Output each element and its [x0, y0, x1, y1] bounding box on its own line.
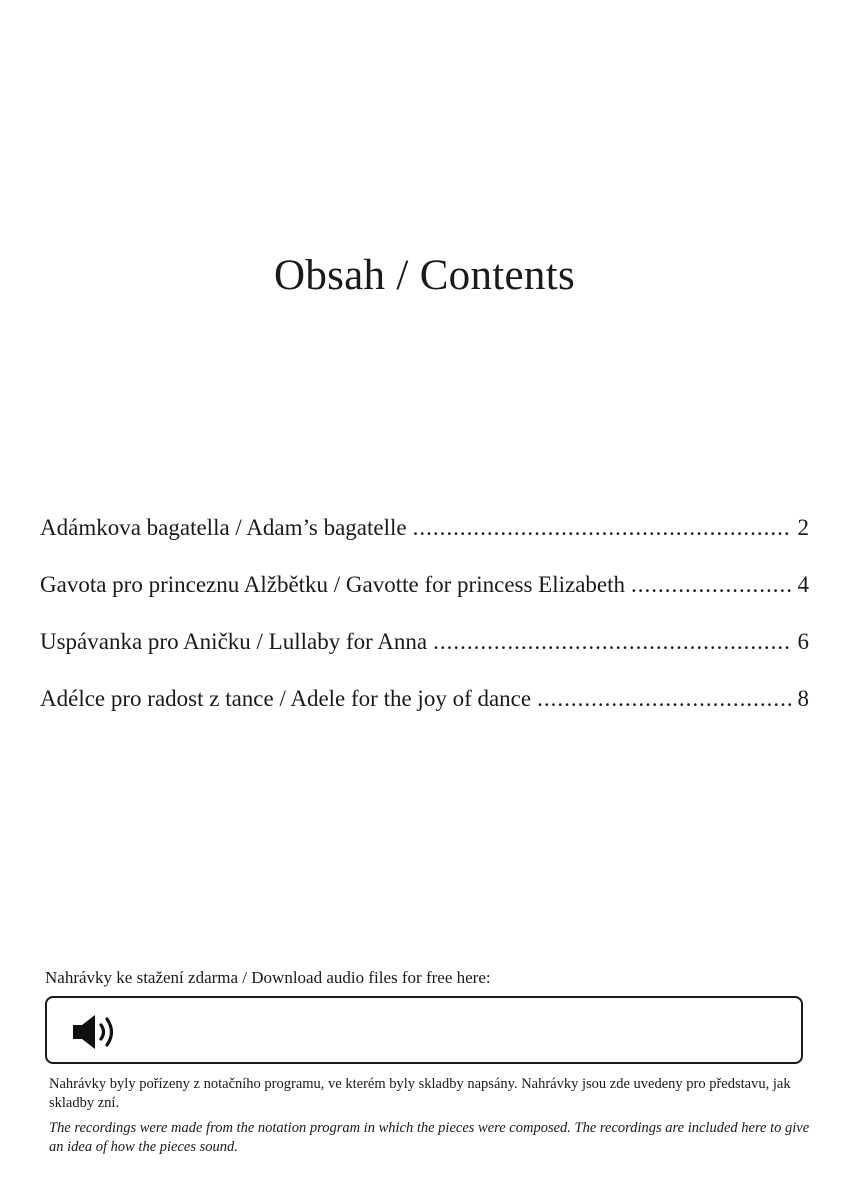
- toc-dot-leader: [537, 681, 791, 717]
- toc-item-page-number: 6: [797, 629, 809, 654]
- toc-item-lullaby-for-anna[interactable]: [40, 624, 809, 681]
- toc-item-page-number: 8: [797, 686, 809, 711]
- speaker-volume-icon[interactable]: [71, 1012, 119, 1052]
- audio-download-box[interactable]: [45, 996, 803, 1064]
- toc-item-title: Adélce pro radost z tance / Adele for the joy of dance: [40, 686, 532, 711]
- toc-item-page-number: 2: [797, 515, 809, 540]
- toc-item-adele-for-the-joy-of-dance[interactable]: [40, 681, 809, 738]
- recording-note-czech: Nahrávky byly pořízeny z notačního programu, ve kterém byly skladby napsány. Nahrávky jsou zde uvedeny pro představu, jak skladby zní.: [49, 1076, 791, 1111]
- toc-dot-leader: [433, 624, 791, 660]
- recording-note-english: The recordings were made from the notation program in which the pieces were composed. The recordings are included here to give an idea of how the pieces sound.: [49, 1120, 810, 1155]
- page-title: Obsah / Contents: [273, 252, 575, 299]
- download-label: Nahrávky ke stažení zdarma / Download audio files for free here:: [45, 968, 491, 987]
- toc-item-adams-bagatelle[interactable]: [40, 510, 809, 567]
- toc-item-title: Uspávanka pro Aničku / Lullaby for Anna: [40, 629, 428, 654]
- toc-item-title: Gavota pro princeznu Alžbětku / Gavotte for princess Elizabeth: [40, 572, 626, 597]
- toc-item-title: Adámkova bagatella / Adam’s bagatelle: [40, 515, 407, 540]
- toc-dot-leader: [631, 567, 791, 603]
- toc-item-gavotte-for-princess-elizabeth[interactable]: [40, 567, 809, 624]
- toc-dot-leader: [413, 510, 792, 546]
- table-of-contents: [40, 510, 809, 738]
- toc-item-page-number: 4: [797, 572, 809, 597]
